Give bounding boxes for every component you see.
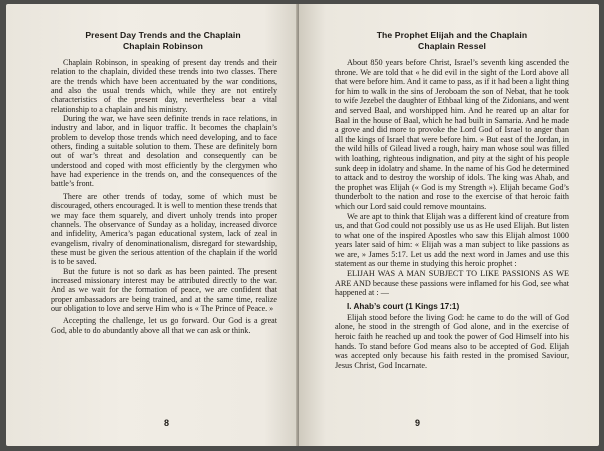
left-page-number: 8 (164, 418, 170, 428)
left-paragraph: But the future is not so dark as has been painted. The present increased missionary interest may be attributed directly to the war. And as we wait for the formation of peace, we are confident that proper ambassadors are being trained, and at the same time, realize our obligation to love and serve Him who is « The Prince of Peace. » (51, 266, 277, 313)
left-paragraph: Accepting the challenge, let us go forward. Our God is a great God, able to do abundantly above all that we can ask or think. (51, 316, 277, 335)
left-paragraph: During the war, we have seen definite trends in race relations, in industry and labor, and in liquor traffic. It becomes the chaplain’s problem to develop those trends which need developing, and to face others, finding a suitable solution to them. These are definitely born out of war’s threat and desolation and consequently can be understood and coped with most efficiently by the clergymen who have had experience in the trends on, and the consequences of the battle’s front. (51, 114, 277, 189)
left-page-title: Present Day Trends and the Chaplain (85, 30, 241, 40)
right-paragraph: We are apt to think that Elijah was a different kind of creature from us, and that God could not possibly use us as He used Elijah. But listen to what one of the inspired Apostles who saw this Elijah almost 1000 years later said of him: « Elijah was a man subject to like passions as we are, » James 5:17. Let us add the next word in James and use this statement as our theme in studying this heroic prophet : (335, 211, 569, 269)
right-paragraph: About 850 years before Christ, Israel’s seventh king ascended the throne. We are told that « he did evil in the sight of the Lord above all that were before him. And it came to pass, as if it had been a light thing for him to walk in the sins of Jeroboam the son of Nebat, that he took to wife Jezebel the daughter of Ethbaal king of the Zidonians, and went and served Baal, and worshipped him. And he reared up an altar for Baal in the house of Baal, which he had built in Samaria. And he made a grove and did more to provoke the Lord God of Israel to anger than all the kings of Israel that were before him. » But east of the Jordan, in the wild hills of Gilead lived a rough, hairy man whose soul was filled with loathing, righteous indignation, and pity at the sight of his people sunk deep in idolatry and shame. In the name of his God he determined to attack and to destroy the worship of idols. The king was Ahab, and the prophet was Elijah (« God is my Strength »). Elijah became God’s thunderbolt to the nation and rose to the exercise of that heroic faith which our Lord said could remove mountains. (335, 58, 569, 211)
right-page-title: The Prophet Elijah and the Chaplain (376, 30, 528, 40)
left-paragraph: Chaplain Robinson, in speaking of present day trends and their relation to the chaplain, divided these trends into two classes. There are the trends which have been accentuated by the war conditions, and also the usual trends which, while they are not entirely characteristics of the present day, nevertheless bear a vital relationship to a chaplain and his ministry. (51, 58, 277, 114)
section-subheading: I. Ahab’s court (1 Kings 17:1) (347, 301, 460, 311)
right-page (299, 4, 599, 446)
right-page-author: Chaplain Ressel (418, 41, 486, 51)
left-paragraph: There are other trends of today, some of which must be discouraged, others encouraged. It is well to mention these trends that we may face them squarely, and divert unholy trends into proper channels. The observance of Sunday as a holiday, increased divorce and infidelity, America’s pagan educational system, lack of zeal in evangelism, rivalry of denominationalism, disregard for stewardship, these must be given the serious attention of the chaplain if the world is to be saved. (51, 191, 277, 267)
left-page (6, 4, 299, 446)
right-paragraph: Elijah stood before the living God: he came to do the will of God alone, he stood in the strength of God alone, and in the exercise of heroic faith he reached up and took the power of God Himself into his hands. To stand before God means also to be accepted of God. Elijah was accepted only because his faith rested in the promised Saviour, Jesus Christ, God Incarnate. (335, 312, 569, 370)
left-page-author: Chaplain Robinson (123, 41, 203, 51)
right-page-number: 9 (415, 418, 421, 428)
right-paragraph: ELIJAH WAS A MAN SUBJECT TO LIKE PASSIONS AS WE ARE AND because these passions were inflamed for his God, see what happened at : — (335, 269, 569, 298)
